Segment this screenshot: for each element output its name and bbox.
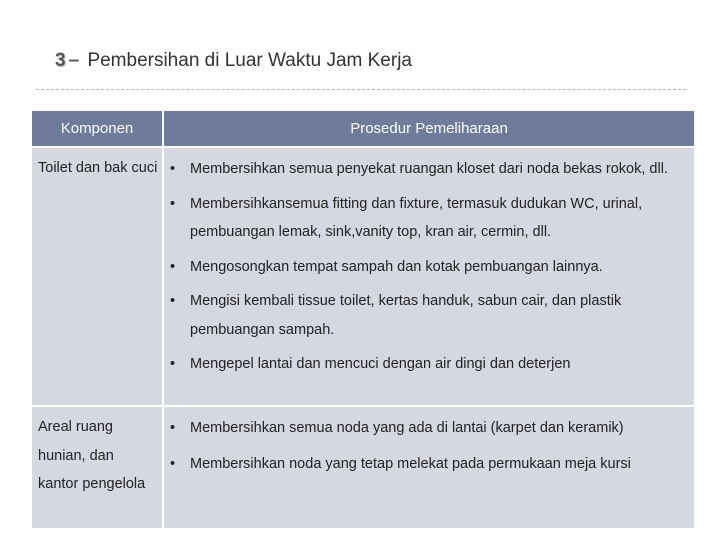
bullet-icon: •	[170, 161, 176, 177]
header-komponen: Komponen	[32, 111, 162, 146]
bullet-icon: •	[170, 420, 176, 436]
row2-component-cell	[32, 407, 162, 528]
list-item	[164, 414, 686, 443]
title-number: 3	[55, 50, 66, 71]
title-dash: –	[68, 50, 80, 71]
list-item-text: Mengepel lantai dan mencuci dengan air dingi dan deterjen	[190, 356, 571, 372]
title-divider	[36, 89, 686, 90]
row2-procedure-list	[164, 414, 686, 485]
title-text: Pembersihan di Luar Waktu Jam Kerja	[87, 50, 412, 71]
row1-component-cell	[32, 148, 162, 405]
row2-procedure-cell	[164, 407, 694, 528]
bullet-icon: •	[170, 258, 176, 275]
list-item-text: Membersihkan noda yang tetap melekat pada permukaan meja kursi	[190, 455, 631, 472]
list-item-text: Membersihkan semua noda yang ada di lantai (karpet dan keramik)	[190, 420, 624, 436]
list-item	[164, 155, 686, 184]
row1-procedure-list	[164, 155, 686, 385]
slide-title	[55, 50, 412, 72]
header-prosedur: Prosedur Pemeliharaan	[164, 111, 694, 146]
list-item	[164, 287, 686, 344]
bullet-icon: •	[170, 293, 176, 309]
list-item	[164, 450, 686, 479]
row1-procedure-cell	[164, 148, 694, 405]
list-item	[164, 190, 686, 247]
list-item-text: Membersihkan semua penyekat ruangan kloset dari noda bekas rokok, dll.	[190, 161, 668, 177]
list-item-text: Mengosongkan tempat sampah dan kotak pembuangan lainnya.	[190, 258, 603, 275]
list-item	[164, 350, 686, 379]
bullet-icon: •	[170, 356, 176, 372]
row1-component-text: Toilet dan bak cuci	[38, 160, 158, 176]
row2-component-text: Areal ruang hunian, dan kantor pengelola	[38, 419, 146, 492]
list-item	[164, 253, 686, 282]
list-item-text: Mengisi kembali tissue toilet, kertas handuk, sabun cair, dan plastik pembuangan sampah.	[190, 293, 622, 338]
bullet-icon: •	[170, 195, 176, 212]
bullet-icon: •	[170, 455, 176, 472]
list-item-text: Membersihkansemua fitting dan fixture, termasuk dudukan WC, urinal, pembuangan lemak, sink,vanity top, kran air, cermin, dll.	[190, 195, 643, 240]
